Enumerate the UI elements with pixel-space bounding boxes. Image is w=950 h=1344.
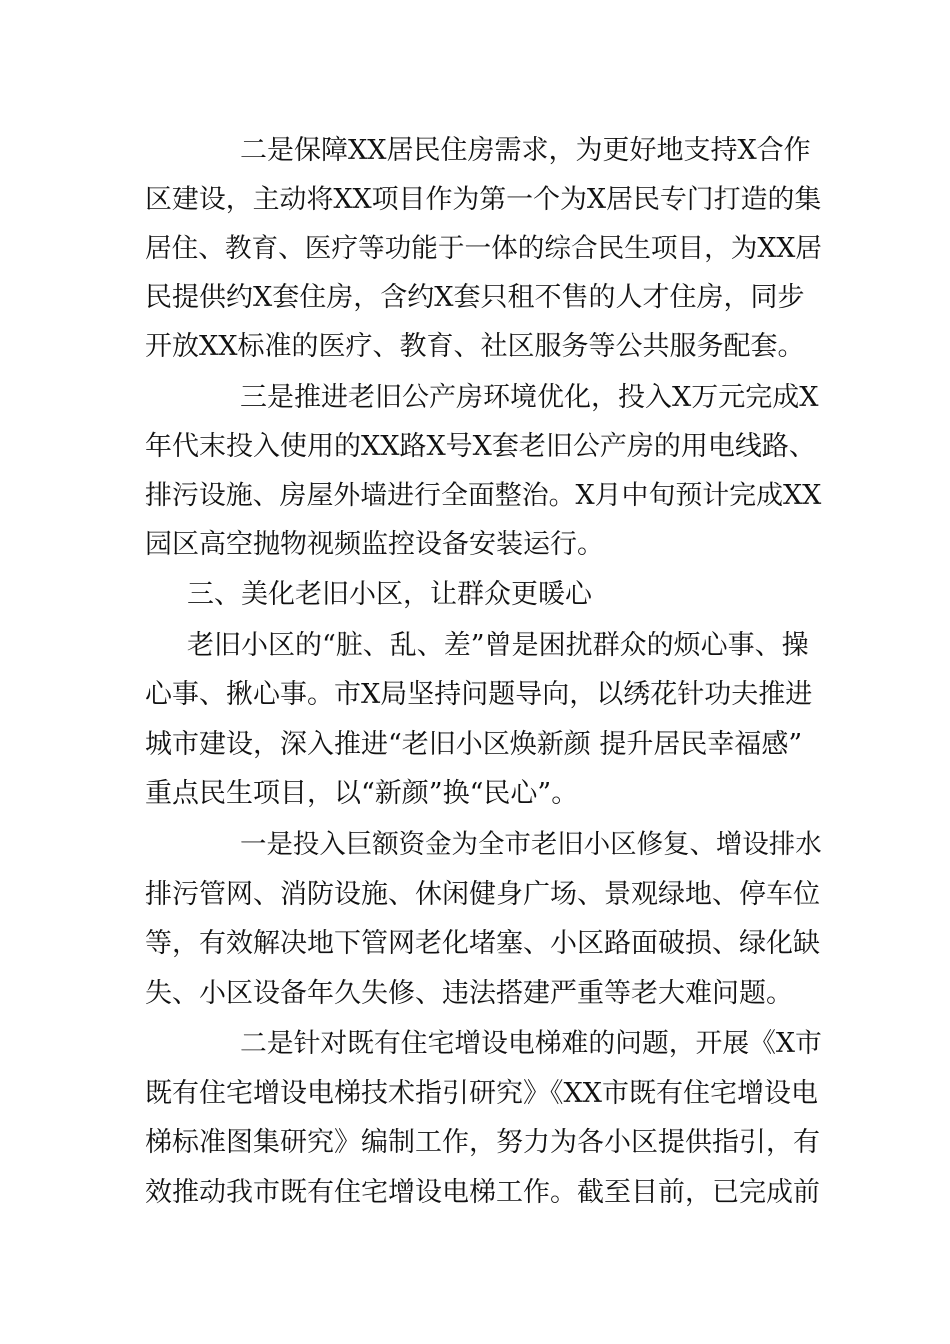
paragraph-3-line-3: 城市建设，深入推进“老旧小区焕新颜 提升居民幸福感” <box>145 729 803 760</box>
paragraph-1-line-5: 开放XX标准的医疗、教育、社区服务等公共服务配套。 <box>145 331 805 362</box>
paragraph-5-line-3: 梯标准图集研究》编制工作，努力为各小区提供指引，有 <box>145 1127 820 1158</box>
paragraph-4-line-3: 等，有效解决地下管网老化堵塞、小区路面破损、绿化缺 <box>145 928 820 959</box>
paragraph-1-line-2: 区建设，主动将XX项目作为第一个为X居民专门打造的集 <box>145 184 822 215</box>
paragraph-2-line-1: 三是推进老旧公产房环境优化，投入X万元完成X <box>240 382 819 413</box>
paragraph-1-line-4: 民提供约X套住房，含约X套只租不售的人才住房，同步 <box>145 282 805 313</box>
paragraph-4-line-4: 失、小区设备年久失修、违法搭建严重等老大难问题。 <box>145 978 793 1009</box>
paragraph-5-line-2: 既有住宅增设电梯技术指引研究》《XX市既有住宅增设电 <box>145 1078 818 1109</box>
paragraph-4-line-2: 排污管网、消防设施、休闲健身广场、景观绿地、停车位 <box>145 879 820 910</box>
paragraph-2-line-4: 园区高空抛物视频监控设备安装运行。 <box>145 529 604 560</box>
paragraph-3-line-1: 老旧小区的“脏、乱、差”曾是困扰群众的烦心事、操 <box>187 630 809 661</box>
paragraph-3-line-4: 重点民生项目，以“新颜”换“民心”。 <box>145 778 579 809</box>
section-heading-3: 三、美化老旧小区，让群众更暖心 <box>187 579 592 610</box>
paragraph-5-line-1: 二是针对既有住宅增设电梯难的问题，开展《X市 <box>240 1028 822 1059</box>
paragraph-3-line-2: 心事、揪心事。市X局坚持问题导向，以绣花针功夫推进 <box>145 679 813 710</box>
paragraph-1-line-1: 二是保障XX居民住房需求，为更好地支持X合作 <box>240 135 811 166</box>
paragraph-1-line-3: 居住、教育、医疗等功能于一体的综合民生项目，为XX居 <box>145 233 822 264</box>
paragraph-2-line-3: 排污设施、房屋外墙进行全面整治。X月中旬预计完成XX <box>145 480 822 511</box>
paragraph-4-line-1: 一是投入巨额资金为全市老旧小区修复、增设排水 <box>240 829 822 860</box>
paragraph-2-line-2: 年代末投入使用的XX路X号X套老旧公产房的用电线路、 <box>145 431 816 462</box>
paragraph-5-line-4: 效推动我市既有住宅增设电梯工作。截至目前，已完成前 <box>145 1177 820 1208</box>
